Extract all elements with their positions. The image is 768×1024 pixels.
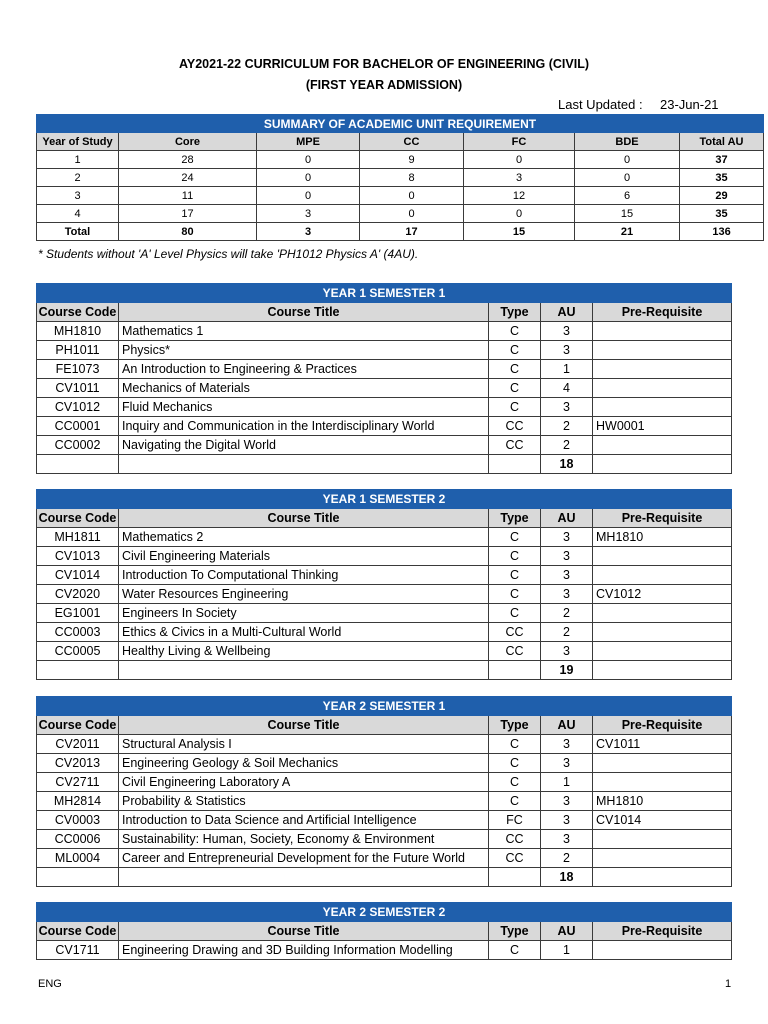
summary-cell: 37 [680, 151, 764, 169]
course-au: 1 [541, 941, 593, 960]
course-title: Physics* [119, 341, 489, 360]
summary-cell: 12 [464, 187, 575, 205]
course-prerequisite: MH1810 [593, 528, 732, 547]
course-type: C [489, 604, 541, 623]
course-code: ML0004 [37, 849, 119, 868]
course-code: CV1013 [37, 547, 119, 566]
empty-cell [489, 868, 541, 887]
course-prerequisite [593, 398, 732, 417]
course-row [37, 566, 732, 585]
course-prerequisite [593, 604, 732, 623]
course-type: C [489, 792, 541, 811]
semester-title: YEAR 1 SEMESTER 2 [37, 490, 732, 509]
summary-row [37, 205, 764, 223]
semester-total-row [37, 455, 732, 474]
course-type: CC [489, 849, 541, 868]
course-type: FC [489, 811, 541, 830]
course-row [37, 623, 732, 642]
course-header-row [37, 303, 732, 322]
course-column-header: Course Code [37, 922, 119, 941]
course-code: CC0001 [37, 417, 119, 436]
summary-cell: 0 [257, 187, 360, 205]
summary-total-cell: 17 [360, 223, 464, 241]
course-prerequisite: HW0001 [593, 417, 732, 436]
course-au: 2 [541, 436, 593, 455]
empty-cell [119, 661, 489, 680]
course-column-header: Course Title [119, 922, 489, 941]
summary-table [36, 114, 764, 241]
empty-cell [37, 661, 119, 680]
course-title: An Introduction to Engineering & Practices [119, 360, 489, 379]
semester-table [36, 283, 732, 474]
summary-total-cell: 15 [464, 223, 575, 241]
semester-table [36, 489, 732, 680]
course-row [37, 436, 732, 455]
course-row [37, 585, 732, 604]
course-code: CV2013 [37, 754, 119, 773]
course-type: CC [489, 830, 541, 849]
empty-cell [37, 868, 119, 887]
course-column-header: Course Code [37, 509, 119, 528]
course-column-header: Pre-Requisite [593, 922, 732, 941]
course-prerequisite [593, 436, 732, 455]
summary-cell: 0 [360, 187, 464, 205]
course-title: Structural Analysis I [119, 735, 489, 754]
course-code: CV1011 [37, 379, 119, 398]
course-row [37, 360, 732, 379]
course-row [37, 547, 732, 566]
course-prerequisite: CV1012 [593, 585, 732, 604]
summary-column-header: CC [360, 133, 464, 151]
course-au: 3 [541, 341, 593, 360]
semester-total-row [37, 661, 732, 680]
course-code: CC0006 [37, 830, 119, 849]
course-au: 2 [541, 623, 593, 642]
summary-row [37, 151, 764, 169]
course-column-header: AU [541, 509, 593, 528]
semester-title: YEAR 2 SEMESTER 2 [37, 903, 732, 922]
course-row [37, 830, 732, 849]
course-code: EG1001 [37, 604, 119, 623]
summary-row [37, 169, 764, 187]
course-code: PH1011 [37, 341, 119, 360]
empty-cell [37, 455, 119, 474]
course-title: Navigating the Digital World [119, 436, 489, 455]
course-code: CV2711 [37, 773, 119, 792]
summary-cell: 11 [119, 187, 257, 205]
course-row [37, 379, 732, 398]
summary-cell: 28 [119, 151, 257, 169]
course-au: 2 [541, 417, 593, 436]
course-header-row [37, 509, 732, 528]
course-column-header: AU [541, 922, 593, 941]
summary-cell: 0 [257, 151, 360, 169]
empty-cell [593, 661, 732, 680]
empty-cell [593, 868, 732, 887]
course-prerequisite [593, 754, 732, 773]
course-row [37, 849, 732, 868]
summary-title: SUMMARY OF ACADEMIC UNIT REQUIREMENT [37, 115, 764, 133]
physics-note: * Students without 'A' Level Physics will take 'PH1012 Physics A' (4AU). [38, 247, 419, 261]
course-au: 3 [541, 528, 593, 547]
course-au: 3 [541, 642, 593, 661]
summary-cell: 0 [575, 169, 680, 187]
course-row [37, 604, 732, 623]
summary-column-header: FC [464, 133, 575, 151]
summary-total-cell: 80 [119, 223, 257, 241]
course-title: Engineering Drawing and 3D Building Information Modelling [119, 941, 489, 960]
course-column-header: Type [489, 922, 541, 941]
semester-total-row [37, 868, 732, 887]
course-column-header: Course Code [37, 716, 119, 735]
course-prerequisite: CV1014 [593, 811, 732, 830]
last-updated-label: Last Updated : [558, 97, 643, 112]
course-type: CC [489, 436, 541, 455]
course-code: MH1811 [37, 528, 119, 547]
course-type: C [489, 585, 541, 604]
course-column-header: Pre-Requisite [593, 303, 732, 322]
course-code: CV1711 [37, 941, 119, 960]
course-type: C [489, 735, 541, 754]
course-title: Mathematics 2 [119, 528, 489, 547]
course-row [37, 735, 732, 754]
course-column-header: Type [489, 716, 541, 735]
course-prerequisite [593, 379, 732, 398]
semester-title: YEAR 1 SEMESTER 1 [37, 284, 732, 303]
course-au: 3 [541, 735, 593, 754]
course-prerequisite [593, 830, 732, 849]
course-row [37, 754, 732, 773]
course-column-header: AU [541, 303, 593, 322]
course-type: C [489, 379, 541, 398]
course-au: 3 [541, 566, 593, 585]
summary-cell: 0 [257, 169, 360, 187]
course-type: C [489, 566, 541, 585]
summary-cell: 0 [464, 205, 575, 223]
course-title: Engineers In Society [119, 604, 489, 623]
course-title: Probability & Statistics [119, 792, 489, 811]
course-prerequisite: MH1810 [593, 792, 732, 811]
course-prerequisite [593, 566, 732, 585]
summary-column-header: BDE [575, 133, 680, 151]
course-code: CV2011 [37, 735, 119, 754]
course-title: Introduction to Data Science and Artificial Intelligence [119, 811, 489, 830]
course-code: CV2020 [37, 585, 119, 604]
summary-cell: 8 [360, 169, 464, 187]
course-code: CV1012 [37, 398, 119, 417]
summary-cell: 2 [37, 169, 119, 187]
course-prerequisite [593, 642, 732, 661]
summary-total-row [37, 223, 764, 241]
document-title: AY2021-22 CURRICULUM FOR BACHELOR OF ENGINEERING (CIVIL) [179, 57, 589, 71]
course-prerequisite [593, 341, 732, 360]
summary-column-header: Year of Study [37, 133, 119, 151]
course-title: Engineering Geology & Soil Mechanics [119, 754, 489, 773]
course-type: CC [489, 623, 541, 642]
course-au: 2 [541, 604, 593, 623]
course-title: Civil Engineering Laboratory A [119, 773, 489, 792]
course-code: FE1073 [37, 360, 119, 379]
summary-cell: 3 [464, 169, 575, 187]
course-type: C [489, 773, 541, 792]
course-type: C [489, 360, 541, 379]
course-au: 3 [541, 585, 593, 604]
summary-total-cell: Total [37, 223, 119, 241]
course-au: 3 [541, 547, 593, 566]
empty-cell [489, 455, 541, 474]
course-row [37, 792, 732, 811]
course-code: CC0002 [37, 436, 119, 455]
course-row [37, 773, 732, 792]
empty-cell [489, 661, 541, 680]
course-au: 3 [541, 811, 593, 830]
course-row [37, 398, 732, 417]
course-title: Healthy Living & Wellbeing [119, 642, 489, 661]
page-number: 1 [725, 978, 732, 990]
summary-cell: 29 [680, 187, 764, 205]
course-au: 2 [541, 849, 593, 868]
course-au: 3 [541, 792, 593, 811]
summary-cell: 6 [575, 187, 680, 205]
summary-cell: 35 [680, 205, 764, 223]
course-prerequisite [593, 773, 732, 792]
course-row [37, 417, 732, 436]
course-column-header: Type [489, 509, 541, 528]
course-type: C [489, 547, 541, 566]
summary-column-header: MPE [257, 133, 360, 151]
course-row [37, 341, 732, 360]
course-column-header: Pre-Requisite [593, 716, 732, 735]
course-prerequisite: CV1011 [593, 735, 732, 754]
course-type: C [489, 341, 541, 360]
course-column-header: Course Code [37, 303, 119, 322]
semester-total-au: 19 [541, 661, 593, 680]
summary-total-cell: 136 [680, 223, 764, 241]
semester-title: YEAR 2 SEMESTER 1 [37, 697, 732, 716]
course-row [37, 322, 732, 341]
course-prerequisite [593, 941, 732, 960]
course-column-header: AU [541, 716, 593, 735]
summary-total-cell: 21 [575, 223, 680, 241]
course-row [37, 811, 732, 830]
course-title: Introduction To Computational Thinking [119, 566, 489, 585]
last-updated-date: 23-Jun-21 [660, 97, 719, 112]
course-prerequisite [593, 360, 732, 379]
semester-table [36, 902, 732, 960]
course-code: MH1810 [37, 322, 119, 341]
course-title: Mechanics of Materials [119, 379, 489, 398]
course-code: CV1014 [37, 566, 119, 585]
course-code: CV0003 [37, 811, 119, 830]
course-title: Career and Entrepreneurial Development for the Future World [119, 849, 489, 868]
summary-cell: 9 [360, 151, 464, 169]
course-title: Sustainability: Human, Society, Economy & Environment [119, 830, 489, 849]
summary-column-header: Core [119, 133, 257, 151]
course-au: 4 [541, 379, 593, 398]
course-type: C [489, 398, 541, 417]
course-prerequisite [593, 322, 732, 341]
course-title: Ethics & Civics in a Multi-Cultural World [119, 623, 489, 642]
course-column-header: Course Title [119, 716, 489, 735]
summary-cell: 17 [119, 205, 257, 223]
semester-total-au: 18 [541, 868, 593, 887]
course-column-header: Pre-Requisite [593, 509, 732, 528]
course-row [37, 941, 732, 960]
empty-cell [593, 455, 732, 474]
course-prerequisite [593, 849, 732, 868]
course-code: MH2814 [37, 792, 119, 811]
semester-total-au: 18 [541, 455, 593, 474]
course-type: C [489, 322, 541, 341]
document-subtitle: (FIRST YEAR ADMISSION) [305, 78, 463, 92]
summary-cell: 3 [257, 205, 360, 223]
course-type: C [489, 528, 541, 547]
summary-row [37, 187, 764, 205]
course-title: Water Resources Engineering [119, 585, 489, 604]
course-header-row [37, 922, 732, 941]
summary-cell: 0 [575, 151, 680, 169]
course-title: Mathematics 1 [119, 322, 489, 341]
course-au: 1 [541, 773, 593, 792]
summary-cell: 4 [37, 205, 119, 223]
course-title: Inquiry and Communication in the Interdisciplinary World [119, 417, 489, 436]
footer-label: ENG [38, 978, 62, 990]
course-row [37, 528, 732, 547]
course-au: 1 [541, 360, 593, 379]
course-au: 3 [541, 398, 593, 417]
course-row [37, 642, 732, 661]
course-type: CC [489, 642, 541, 661]
summary-cell: 15 [575, 205, 680, 223]
empty-cell [119, 868, 489, 887]
summary-cell: 3 [37, 187, 119, 205]
course-code: CC0003 [37, 623, 119, 642]
empty-cell [119, 455, 489, 474]
course-type: CC [489, 417, 541, 436]
course-column-header: Type [489, 303, 541, 322]
semester-table [36, 696, 732, 887]
course-column-header: Course Title [119, 303, 489, 322]
summary-cell: 0 [360, 205, 464, 223]
course-type: C [489, 941, 541, 960]
summary-total-cell: 3 [257, 223, 360, 241]
course-type: C [489, 754, 541, 773]
course-column-header: Course Title [119, 509, 489, 528]
course-prerequisite [593, 547, 732, 566]
course-au: 3 [541, 322, 593, 341]
course-prerequisite [593, 623, 732, 642]
summary-cell: 1 [37, 151, 119, 169]
summary-column-header: Total AU [680, 133, 764, 151]
last-updated [558, 97, 719, 112]
summary-cell: 24 [119, 169, 257, 187]
course-code: CC0005 [37, 642, 119, 661]
course-au: 3 [541, 754, 593, 773]
course-au: 3 [541, 830, 593, 849]
course-header-row [37, 716, 732, 735]
summary-cell: 0 [464, 151, 575, 169]
course-title: Civil Engineering Materials [119, 547, 489, 566]
summary-cell: 35 [680, 169, 764, 187]
course-title: Fluid Mechanics [119, 398, 489, 417]
